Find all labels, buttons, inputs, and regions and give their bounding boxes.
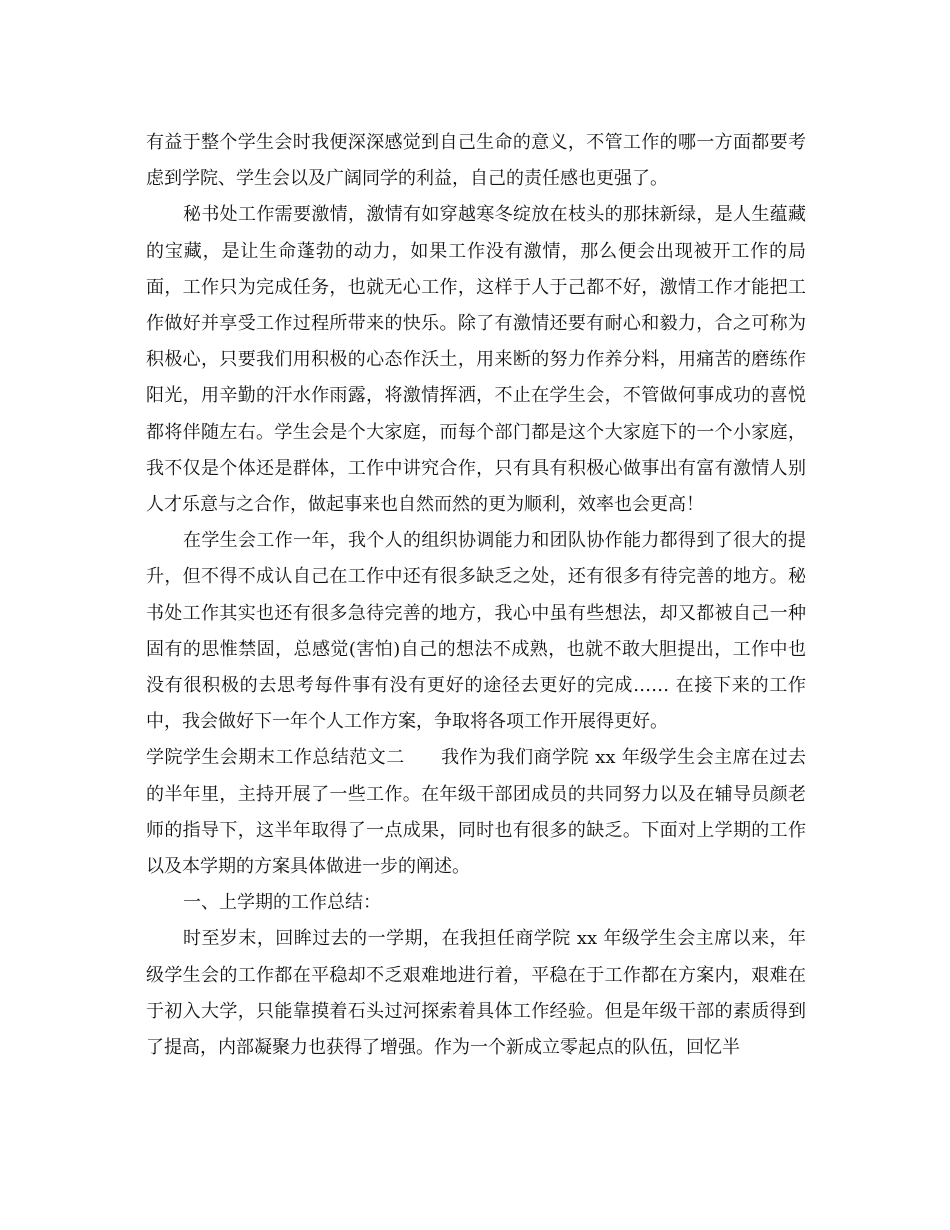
paragraph-2 — [146, 197, 806, 523]
paragraph-1 — [146, 125, 806, 197]
paragraph-6-text: 时至岁末，回眸过去的一学期，在我担任商学院 xx 年级学生会主席以来，年级学生会的工作都在平稳却不乏艰难地进行着，平稳在于工作都在方案内，艰难在于初入大学，只能靠摸着石头过河探索着具体工作经验。但是年级干部的素质得到了提高，内部凝聚力也获得了增强。作为一个新成立零起点的队伍，回忆半 — [146, 928, 806, 1059]
paragraph-4 — [146, 740, 806, 885]
section-heading: 学院学生会期末工作总结范文二 — [146, 747, 405, 769]
document-body — [146, 125, 806, 1066]
paragraph-6 — [146, 921, 806, 1066]
paragraph-1-text: 有益于整个学生会时我便深深感觉到自己生命的意义，不管工作的哪一方面都要考虑到学院、学生会以及广阔同学的利益，自己的责任感也更强了。 — [146, 132, 806, 190]
paragraph-5 — [146, 885, 806, 921]
paragraph-5-text: 一、上学期的工作总结： — [183, 892, 381, 914]
paragraph-3 — [146, 523, 806, 740]
paragraph-2-text: 秘书处工作需要激情，激情有如穿越寒冬绽放在枝头的那抹新绿，是人生蕴藏的宝藏，是让生命蓬勃的动力，如果工作没有激情，那么便会出现被开工作的局面，工作只为完成任务，也就无心工作，这样于人于己都不好，激情工作才能把工作做好并享受工作过程所带来的快乐。除了有激情还要有耐心和毅力，合之可称为积极心，只要我们用积极的心态作沃土，用来断的努力作养分料，用痛苦的磨练作阳光，用辛勤的汗水作雨露，将激情挥洒，不止在学生会，不管做何事成功的喜悦都将伴随左右。学生会是个大家庭，而每个部门都是这个大家庭下的一个小家庭，我不仅是个体还是群体，工作中讲究合作，只有具有积极心做事出有富有激情人别人才乐意与之合作，做起事来也自然而然的更为顺利，效率也会更高！ — [146, 204, 806, 516]
paragraph-3-text: 在学生会工作一年，我个人的组织协调能力和团队协作能力都得到了很大的提升，但不得不成认自己在工作中还有很多缺乏之处，还有很多有待完善的地方。秘书处工作其实也还有很多急待完善的地方，我心中虽有些想法，却又都被自己一种固有的思惟禁固，总感觉(害怕)自己的想法不成熟，也就不敢大胆提出，工作中也没有很积极的去思考每件事有没有更好的途径去更好的完成…… 在接下来的工作中，我会做好下一年个人工作方案，争取将各项工作开展得更好。 — [146, 530, 806, 733]
paragraph-4-text: 我作为我们商学院 xx 年级学生会主席在过去的半年里，主持开展了一些工作。在年级干部团成员的共同努力以及在辅导员颜老师的指导下，这半年取得了一点成果，同时也有很多的缺乏。下面对上学期的工作以及本学期的方案具体做进一步的阐述。 — [146, 747, 807, 878]
